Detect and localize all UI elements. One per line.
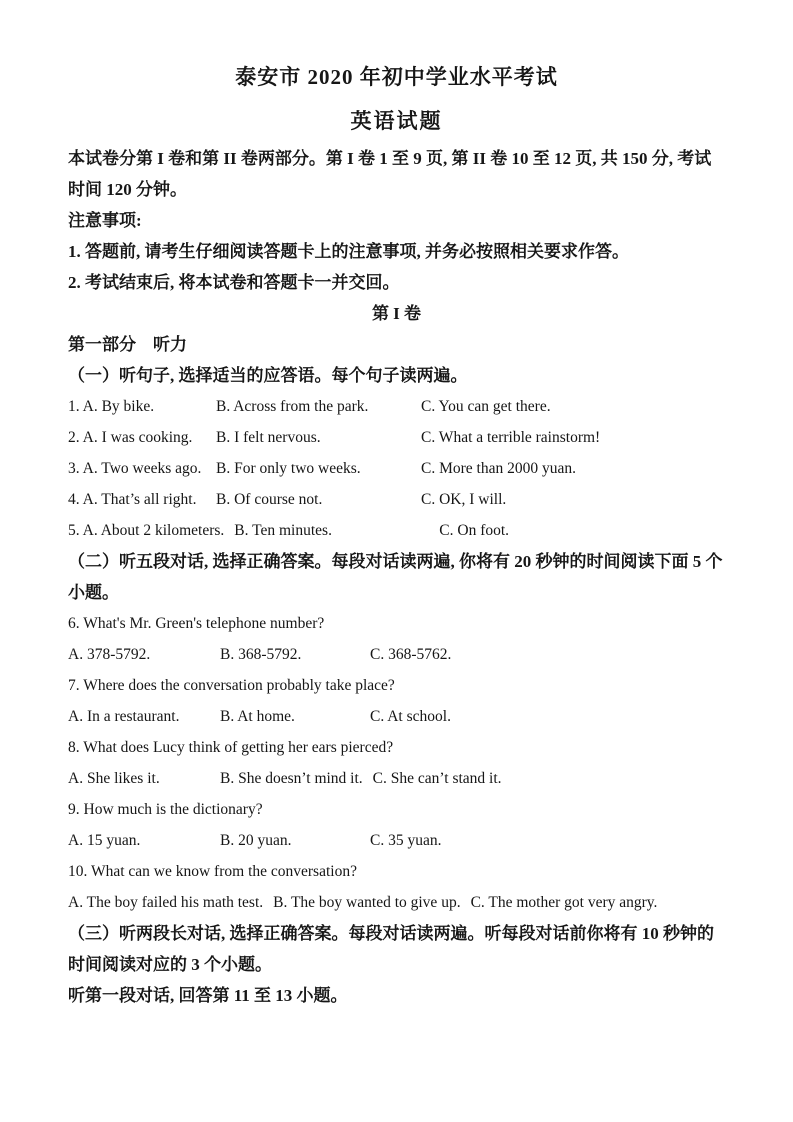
notes-title: 注意事项: (68, 211, 142, 230)
intro-paragraph: 本试卷分第 I 卷和第 II 卷两部分。第 I 卷 1 至 9 页, 第 II 卷 10 至 12 页, 共 150 分, 考试时间 120 分钟。 (68, 149, 712, 199)
question-1-options (68, 391, 725, 422)
question-7-options (68, 701, 725, 732)
section-3-heading: （三）听两段长对话, 选择正确答案。每段对话读两遍。听每段对话前你将有 10 秒钟的时间阅读对应的 3 个小题。 (68, 924, 714, 974)
exam-body (68, 143, 725, 1011)
question-10-options (68, 887, 725, 918)
exam-title: 泰安市 2020 年初中学业水平考试 (235, 65, 558, 89)
option-c: C. 368-5762. (370, 646, 452, 663)
option-b: B. At home. (220, 708, 295, 725)
option-a: A. The boy failed his math test. (68, 894, 264, 911)
option-c: C. On foot. (439, 522, 510, 539)
question-10-stem: 10. What can we know from the conversation? (68, 863, 357, 880)
option-a: 3. A. Two weeks ago. (68, 460, 202, 477)
question-8-options (68, 763, 725, 794)
option-b: B. Across from the park. (216, 398, 369, 415)
option-c: C. She can’t stand it. (372, 770, 502, 787)
option-c: C. What a terrible rainstorm! (421, 429, 601, 446)
option-c: C. 35 yuan. (370, 832, 442, 849)
note-item-1: 1. 答题前, 请考生仔细阅读答题卡上的注意事项, 并务必按照相关要求作答。 (68, 242, 629, 261)
option-a: A. She likes it. (68, 770, 160, 787)
option-a: A. 15 yuan. (68, 832, 141, 849)
option-c: C. You can get there. (421, 398, 551, 415)
question-9-stem: 9. How much is the dictionary? (68, 801, 263, 818)
question-6-options (68, 639, 725, 670)
option-c: C. More than 2000 yuan. (421, 460, 576, 477)
option-b: B. For only two weeks. (216, 460, 361, 477)
option-a: A. In a restaurant. (68, 708, 180, 725)
section-1-heading: （一）听句子, 选择适当的应答语。每个句子读两遍。 (68, 366, 468, 385)
option-b: B. Ten minutes. (234, 522, 332, 539)
option-b: B. The boy wanted to give up. (273, 894, 461, 911)
exam-subtitle: 英语试题 (350, 109, 443, 133)
option-a: 4. A. That’s all right. (68, 491, 197, 508)
question-9-options (68, 825, 725, 856)
dialog-1-instruction: 听第一段对话, 回答第 11 至 13 小题。 (68, 986, 348, 1005)
question-5-options (68, 515, 725, 546)
option-a: 2. A. I was cooking. (68, 429, 193, 446)
option-b: B. 368-5792. (220, 646, 302, 663)
option-a: 1. A. By bike. (68, 398, 155, 415)
option-c: C. OK, I will. (421, 491, 507, 508)
part-heading: 第一部分 听力 (68, 335, 187, 354)
option-c: C. At school. (370, 708, 451, 725)
option-b: B. I felt nervous. (216, 429, 321, 446)
option-c: C. The mother got very angry. (470, 894, 658, 911)
option-a: 5. A. About 2 kilometers. (68, 522, 225, 539)
volume-heading: 第 I 卷 (371, 304, 422, 323)
question-3-options (68, 453, 725, 484)
option-b: B. Of course not. (216, 491, 323, 508)
question-4-options (68, 484, 725, 515)
question-8-stem: 8. What does Lucy think of getting her ears pierced? (68, 739, 394, 756)
note-item-2: 2. 考试结束后, 将本试卷和答题卡一并交回。 (68, 273, 400, 292)
option-a: A. 378-5792. (68, 646, 151, 663)
question-6-stem: 6. What's Mr. Green's telephone number? (68, 615, 325, 632)
question-7-stem: 7. Where does the conversation probably take place? (68, 677, 395, 694)
section-2-heading: （二）听五段对话, 选择正确答案。每段对话读两遍, 你将有 20 秒钟的时间阅读下面 5 个小题。 (68, 552, 723, 602)
question-2-options (68, 422, 725, 453)
option-b: B. 20 yuan. (220, 832, 292, 849)
option-b: B. She doesn’t mind it. (220, 770, 363, 787)
